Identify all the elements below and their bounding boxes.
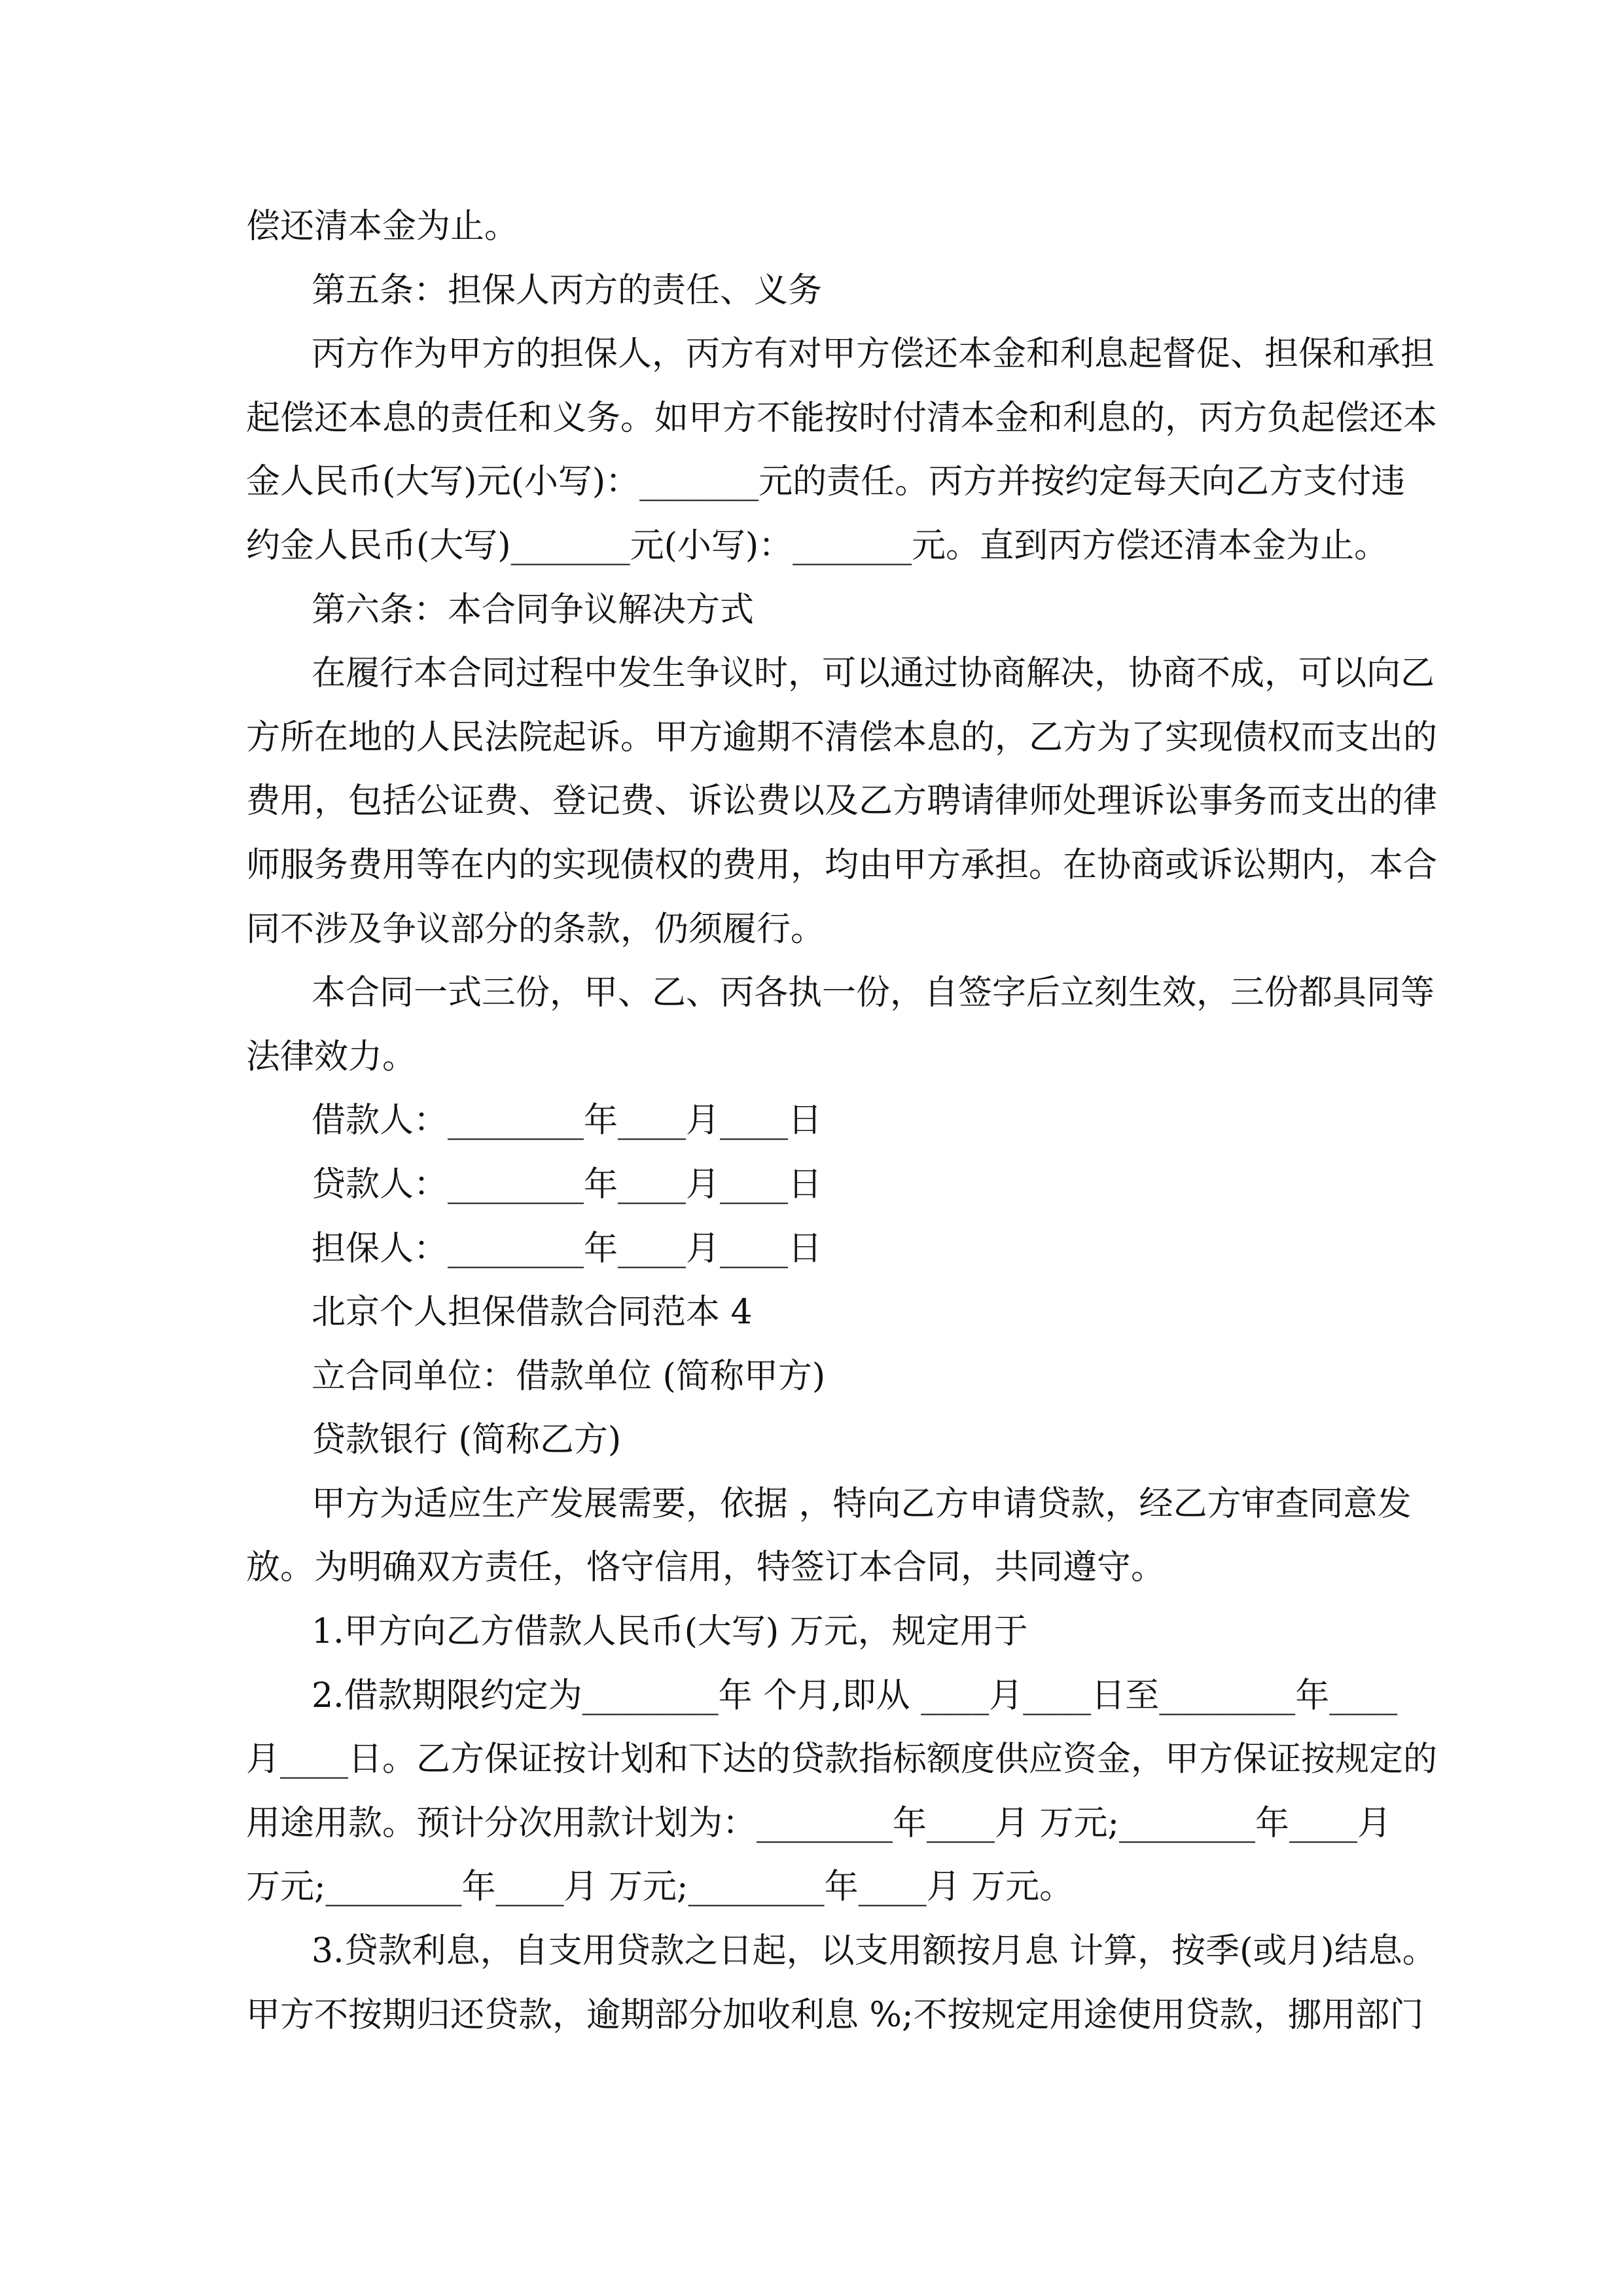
text-line: 第六条：本合同争议解决方式 bbox=[312, 590, 755, 630]
paragraph bbox=[246, 1664, 1438, 1920]
text-line: 贷款银行 (简称乙方) bbox=[312, 1420, 622, 1460]
text-line: 担保人：________年____月____日 bbox=[312, 1229, 823, 1268]
text-line: 师服务费用等在内的实现债权的费用，均由甲方承担。在协商或诉讼期内，本合 bbox=[246, 845, 1438, 885]
paragraph bbox=[246, 1600, 1380, 1664]
text-line: 3.贷款利息，自支用贷款之日起，以支用额按月息 计算，按季(或月)结息。 bbox=[312, 1931, 1436, 1971]
text-line: 1.甲方向乙方借款人民币(大写) 万元，规定用于 bbox=[312, 1612, 1028, 1652]
text-line: 金人民币(大写)元(小写)：_______元的责任。丙方并按约定每天向乙方支付违 bbox=[246, 462, 1406, 502]
text-line: 法律效力。 bbox=[246, 1037, 417, 1077]
paragraph bbox=[246, 961, 1435, 1089]
paragraph bbox=[246, 1345, 1380, 1409]
text-line: 万元;________年____月 万元;________年____月 万元。 bbox=[246, 1867, 1074, 1907]
text-line: 用途用款。预计分次用款计划为：________年____月 万元;________年____月 bbox=[246, 1803, 1392, 1843]
text-line: 本合同一式三份，甲、乙、丙各执一份，自签字后立刻生效，三份都具同等 bbox=[312, 973, 1435, 1013]
document-page bbox=[246, 195, 1438, 2047]
paragraph bbox=[246, 1153, 1380, 1217]
text-line: 约金人民币(大写)_______元(小写)：_______元。直到丙方偿还清本金为止。 bbox=[246, 526, 1389, 565]
paragraph bbox=[246, 195, 1380, 259]
paragraph bbox=[246, 323, 1438, 578]
text-line: 放。为明确双方责任，恪守信用，特签订本合同，共同遵守。 bbox=[246, 1548, 1166, 1588]
text-line: 2.借款期限约定为________年 个月,即从 ____月____日至________年____ bbox=[312, 1676, 1398, 1715]
text-line: 立合同单位：借款单位 (简称甲方) bbox=[312, 1356, 826, 1396]
paragraph bbox=[246, 259, 1380, 323]
text-line: 甲方为适应生产发展需要，依据 ，特向乙方申请贷款，经乙方审查同意发 bbox=[312, 1484, 1412, 1524]
text-line: 起偿还本息的责任和义务。如甲方不能按时付清本金和利息的，丙方负起偿还本 bbox=[246, 398, 1438, 438]
text-line: 方所在地的人民法院起诉。甲方逾期不清偿本息的，乙方为了实现债权而支出的 bbox=[246, 717, 1438, 757]
text-line: 费用，包括公证费、登记费、诉讼费以及乙方聘请律师处理诉讼事务而支出的律 bbox=[246, 781, 1438, 821]
text-line: 甲方不按期归还贷款，逾期部分加收利息 %;不按规定用途使用贷款，挪用部门 bbox=[246, 1995, 1424, 2035]
text-line: 贷款人：________年____月____日 bbox=[312, 1164, 823, 1204]
paragraph bbox=[246, 579, 1380, 643]
paragraph bbox=[246, 1920, 1436, 2047]
text-line: 第五条：担保人丙方的责任、义务 bbox=[312, 270, 823, 310]
paragraph bbox=[246, 1089, 1380, 1153]
paragraph bbox=[246, 1281, 1380, 1345]
text-line: 借款人：________年____月____日 bbox=[312, 1101, 823, 1141]
paragraph bbox=[246, 1408, 1380, 1473]
text-line: 偿还清本金为止。 bbox=[246, 207, 519, 246]
paragraph bbox=[246, 1473, 1412, 1600]
text-line: 月____日。乙方保证按计划和下达的贷款指标额度供应资金，甲方保证按规定的 bbox=[246, 1740, 1438, 1780]
text-line: 丙方作为甲方的担保人，丙方有对甲方偿还本金和利息起督促、担保和承担 bbox=[312, 334, 1435, 374]
text-line: 同不涉及争议部分的条款，仍须履行。 bbox=[246, 909, 825, 949]
paragraph bbox=[246, 1217, 1380, 1282]
text-line: 北京个人担保借款合同范本 4 bbox=[312, 1293, 753, 1333]
paragraph bbox=[246, 642, 1438, 961]
text-line: 在履行本合同过程中发生争议时，可以通过协商解决，协商不成，可以向乙 bbox=[312, 654, 1435, 694]
